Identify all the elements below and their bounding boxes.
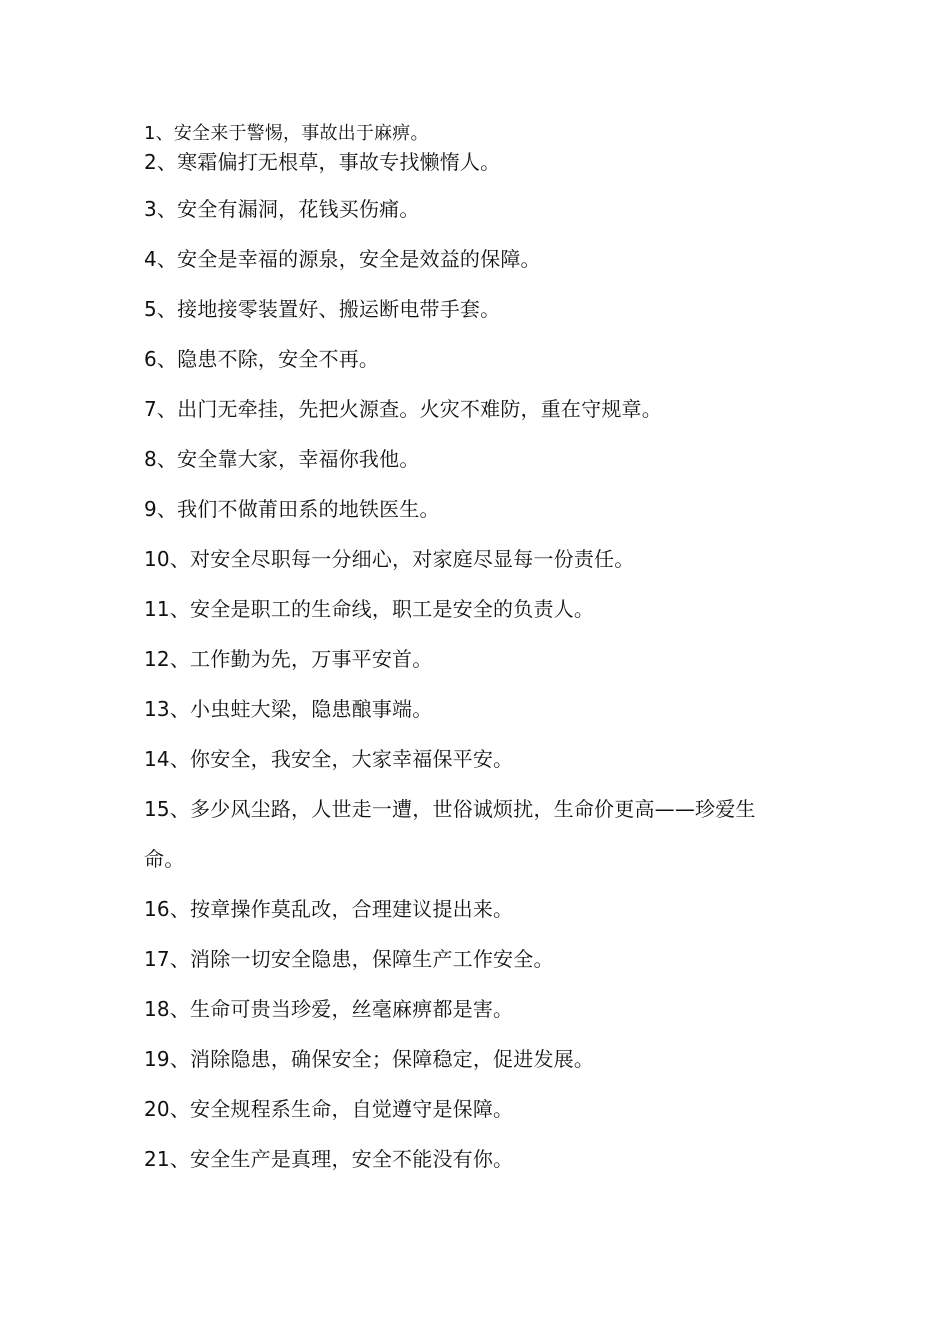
slogan-line-9: 9、我们不做莆田系的地铁医生。 (144, 497, 440, 521)
slogan-line-1: 1、安全来于警惕，事故出于麻痹。 (144, 123, 429, 144)
slogan-line-19: 19、消除隐患，确保安全；保障稳定，促进发展。 (144, 1047, 595, 1071)
slogan-line-12: 12、工作勤为先，万事平安首。 (144, 647, 433, 671)
slogan-line-18: 18、生命可贵当珍爱，丝毫麻痹都是害。 (144, 997, 514, 1021)
slogan-list (144, 121, 814, 1184)
slogan-line-21: 21、安全生产是真理，安全不能没有你。 (144, 1147, 514, 1171)
slogan-line-15-continued: 命。 (144, 847, 185, 871)
slogan-line-3: 3、安全有漏洞，花钱买伤痛。 (144, 197, 420, 221)
slogan-line-2: 2、寒霜偏打无根草，事故专找懒惰人。 (144, 150, 501, 174)
slogan-line-13: 13、小虫蛀大梁，隐患酿事端。 (144, 697, 433, 721)
slogan-line-17: 17、消除一切安全隐患，保障生产工作安全。 (144, 947, 554, 971)
slogan-line-14: 14、你安全，我安全，大家幸福保平安。 (144, 747, 514, 771)
slogan-line-4: 4、安全是幸福的源泉，安全是效益的保障。 (144, 247, 541, 271)
slogan-line-10: 10、对安全尽职每一分细心，对家庭尽显每一份责任。 (144, 547, 635, 571)
slogan-line-16: 16、按章操作莫乱改，合理建议提出来。 (144, 897, 514, 921)
slogan-line-15: 15、多少风尘路，人世走一遭，世俗诚烦扰，生命价更高——珍爱生 (144, 797, 756, 821)
slogan-line-8: 8、安全靠大家，幸福你我他。 (144, 447, 420, 471)
slogan-line-5: 5、接地接零装置好、搬运断电带手套。 (144, 297, 501, 321)
slogan-line-6: 6、隐患不除，安全不再。 (144, 347, 380, 371)
slogan-line-7: 7、出门无牵挂，先把火源查。火灾不难防，重在守规章。 (144, 397, 662, 421)
slogan-line-11: 11、安全是职工的生命线，职工是安全的负责人。 (144, 597, 595, 621)
slogan-line-20: 20、安全规程系生命，自觉遵守是保障。 (144, 1097, 514, 1121)
